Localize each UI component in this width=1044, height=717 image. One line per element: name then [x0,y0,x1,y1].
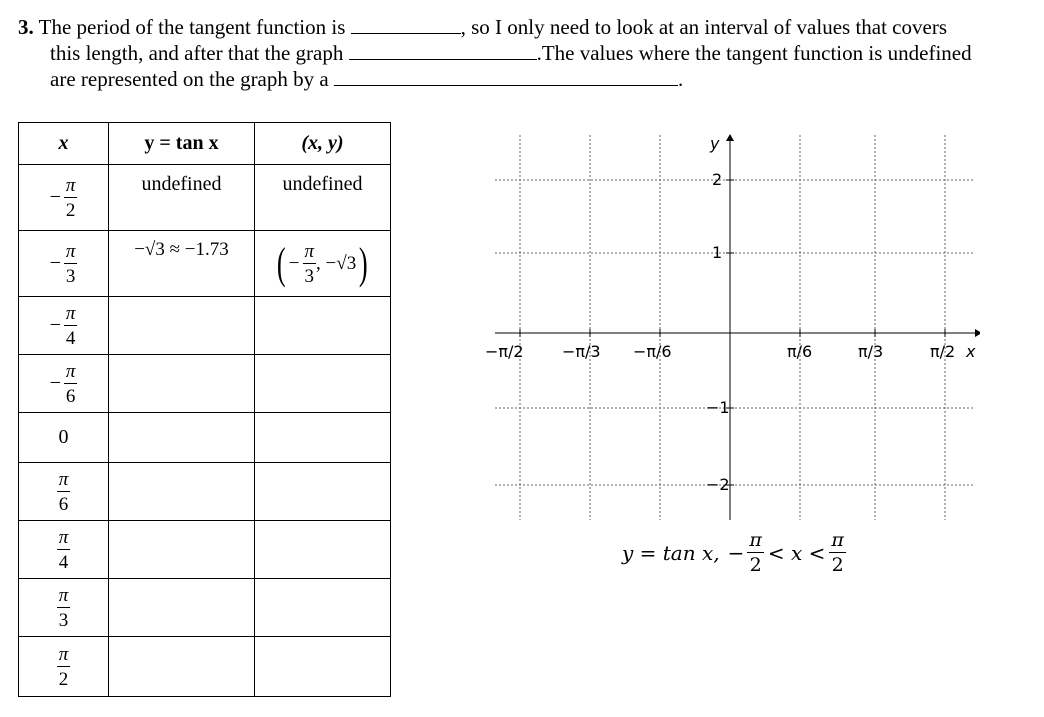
x-den: 4 [58,552,69,573]
x-tick-label: −π/3 [562,342,601,361]
x-den: 6 [58,494,69,515]
x-den: 2 [65,200,76,221]
y-cell-empty[interactable] [109,579,255,637]
minus-sign: − [49,252,61,274]
caption-num-right: π [831,529,844,551]
y-cell-empty[interactable] [109,463,255,521]
table-row [19,463,391,521]
answer-blank-undefined[interactable] [334,67,678,86]
x-cell [19,165,109,231]
question-number: 3. [18,15,34,39]
caption-inequality: < x < [767,540,826,565]
x-num: π [65,361,76,382]
question-text [18,14,1038,92]
x-den: 4 [65,328,76,349]
caption-den-left: 2 [749,554,762,576]
y-tick-label: −1 [706,398,730,417]
graph-caption [622,530,846,575]
y-cell-empty[interactable] [109,297,255,355]
table-row [19,637,391,697]
caption-num-left: π [749,529,762,551]
caption-text: y = tan x, [622,540,720,565]
x-den: 2 [58,669,69,690]
y-axis-label: y [710,134,720,153]
x-cell [19,521,109,579]
x-den: 3 [58,610,69,631]
y-tick-label: 1 [712,243,723,262]
x-num: π [58,644,69,665]
y-tick-label: 2 [712,170,723,189]
x-cell [19,637,109,697]
x-cell [19,463,109,521]
x-den: 6 [65,386,76,407]
question-line3-b: . [677,67,684,91]
header-xy: (x, y) [255,123,391,165]
minus-sign: − [49,372,61,394]
question-line2-a: this length, and after that the graph [50,41,344,65]
x-num: π [58,585,69,606]
grid-lines [495,135,975,520]
header-y: y = tan x [109,123,255,165]
question-line1-a: The period of the tangent function is [38,15,346,39]
xy-num: π [304,241,315,262]
y-cell[interactable]: −√3 ≈ −1.73 [109,231,255,297]
xy-cell-empty[interactable] [255,355,391,413]
xy-cell: undefined [255,165,391,231]
y-cell-empty[interactable] [109,521,255,579]
x-cell [19,231,109,297]
x-tick-label: π/6 [787,342,813,361]
caption-den-right: 2 [831,554,844,576]
header-x: x [19,123,109,165]
question-line2-b: .The values where the tangent function is undefined [536,41,972,65]
xy-cell-empty[interactable] [255,297,391,355]
xy-cell-empty[interactable] [255,413,391,463]
x-tick-label: −π/6 [633,342,672,361]
y-tick-labels [706,170,730,494]
x-cell [19,355,109,413]
x-num: π [65,175,76,196]
x-den: 3 [65,266,76,287]
table-row [19,231,391,297]
table-row [19,521,391,579]
values-table [18,122,391,697]
question-line1-b: , so I only need to look at an interval of values that covers [460,15,947,39]
table-row [19,355,391,413]
x-tick-label: −π/2 [485,342,524,361]
x-num: π [58,469,69,490]
table-row [19,297,391,355]
y-cell-empty[interactable] [109,637,255,697]
answer-blank-period[interactable] [351,15,461,34]
coordinate-grid[interactable] [480,125,980,525]
axes [495,134,980,520]
x-cell [19,297,109,355]
y-cell-empty[interactable] [109,355,255,413]
left-paren: ( [277,238,286,288]
xy-tail: , −√3 [316,252,357,274]
table-row [19,413,391,463]
y-tick-label: −2 [706,475,730,494]
xy-cell-empty[interactable] [255,579,391,637]
question-line3-a: are represented on the graph by a [50,67,329,91]
minus-sign: − [49,186,61,208]
x-cell: 0 [19,413,109,463]
x-num: π [58,527,69,548]
caption-minus: − [727,540,745,565]
table-row [19,579,391,637]
answer-blank-graph[interactable] [349,41,537,60]
xy-den: 3 [304,266,315,287]
minus-sign: − [49,314,61,336]
xy-cell-empty[interactable] [255,463,391,521]
y-cell: undefined [109,165,255,231]
right-paren: ) [359,238,368,288]
x-num: π [65,241,76,262]
xy-cell[interactable]: ( − $\frac{\pi}{3}$ , −√3 ) [255,231,391,297]
table-header-row [19,123,391,165]
table-row [19,165,391,231]
x-cell [19,579,109,637]
y-cell-empty[interactable] [109,413,255,463]
x-axis-label: x [966,342,976,361]
xy-cell-empty[interactable] [255,521,391,579]
x-tick-label: π/3 [858,342,884,361]
xy-cell-empty[interactable] [255,637,391,697]
x-num: π [65,303,76,324]
x-tick-label: π/2 [930,342,956,361]
